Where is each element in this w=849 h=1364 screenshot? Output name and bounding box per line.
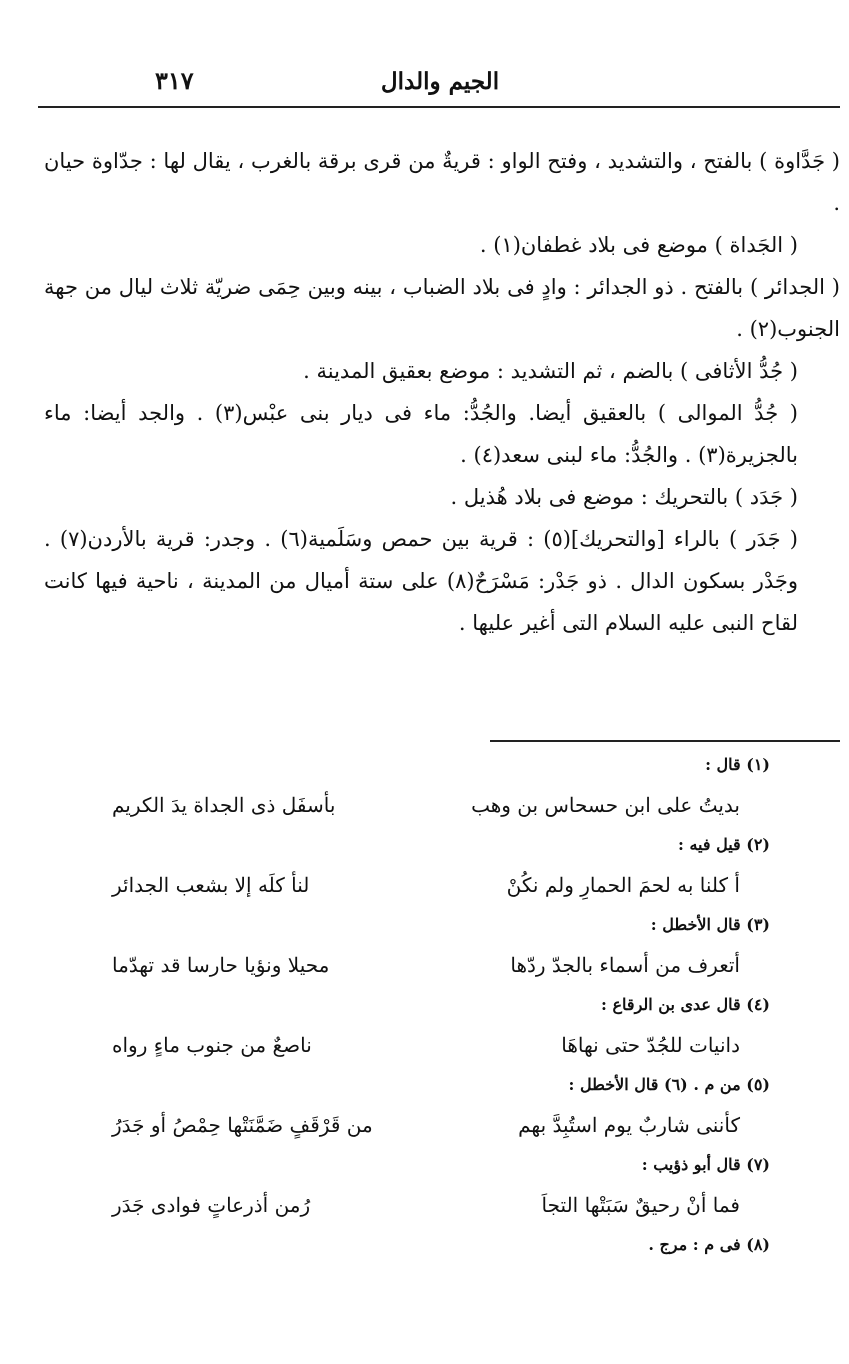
footnote-label: (٤) قال عدى بن الرقاع : [601,995,770,1014]
verse-first-hemistich: أ كلنا به لحمَ الحمارِ ولم نكُنْ [506,873,740,897]
footnote-label: (٥) من م . (٦) قال الأخطل : [568,1075,770,1094]
entry-al-jadat: ( الجَداة ) موضع فى بلاد غطفان(١) . [479,233,798,257]
footnote-verse [60,1018,770,1072]
footnote-rule [490,740,840,742]
footnote-label: (٢) قيل فيه : [677,835,770,854]
footnote-verse [60,778,770,832]
footnote-label: (٨) فى م : مرج . [648,1235,770,1254]
footnote-verse [60,938,770,992]
main-text [44,140,840,644]
footnote-label: (٧) قال أبو ذؤيب : [641,1155,770,1174]
footnote-verse [60,1178,770,1232]
footnote-verse [60,1098,770,1152]
header-rule [38,106,840,108]
page-number: ٣١٧ [155,66,194,95]
entry-al-jadair: ( الجدائر ) بالفتح . ذو الجدائر : وادٍ فى بلاد الضباب ، بينه وبين حِمَى ضريّة ثلاث ليال من جهة الجنوب(٢) . [44,275,840,341]
footnote-label: (١) قال : [705,755,770,774]
verse-first-hemistich: بديتُ على ابن حسحاس بن وهب [471,793,740,817]
running-title: الجيم والدال [380,68,500,95]
verse-second-hemistich: محيلا ونؤيا حارسا قد تهدّما [112,953,330,977]
verse-second-hemistich: من قَرْقَفٍ ضَمَّنَتْها حِمْصُ أو جَدَرُ [112,1113,373,1137]
verse-second-hemistich: بأسفَل ذى الجداة يدَ الكريم [112,793,336,817]
entry-jaddawa: ( جَدَّاوة ) بالفتح ، والتشديد ، وفتح الواو : قريةٌ من قرى برقة بالغرب ، يقال لها : جدّاوة حيان . [44,149,840,215]
verse-first-hemistich: كأننى شاربٌ يوم استُبِدَّ بهم [518,1113,740,1137]
verse-second-hemistich: لنأ كلَه إلا بشعب الجدائر [112,873,310,897]
footnote-label: (٣) قال الأخطل : [650,915,770,934]
verse-first-hemistich: دانيات للجُدّ حتى نهاهَا [561,1033,740,1057]
verse-first-hemistich: أتعرف من أسماء بالجدّ ردّها [510,953,740,977]
footnote-verse [60,858,770,912]
verse-second-hemistich: رُمن أذرعاتٍ فوادى جَدَر [112,1193,311,1217]
entry-jadar: ( جَدَر ) بالراء [والتحريك](٥) : قرية بين حمص وسَلَمية(٦) . وجدر: قرية بالأردن(٧) . وجَدْر بسكون الدال . ذو جَدْر: مَسْرَحٌ(٨) على ستة أميال من المدينة ، ناحية فيها كانت لقاح النبى عليه السلام التى أغير عليها . [44,527,798,635]
verse-second-hemistich: ناصعٌ من جنوب ماءٍ رواه [112,1033,312,1057]
entry-jadad: ( جَدَد ) بالتحريك : موضع فى بلاد هُذيل . [450,485,798,509]
footnotes [60,752,770,1258]
entry-judd-al-athafi: ( جُدُّ الأثافى ) بالضم ، ثم التشديد : موضع بعقيق المدينة . [303,359,798,383]
page-header [40,60,840,106]
verse-first-hemistich: فما أنْ رحيقٌ سَبَتْها التجاَ [541,1193,740,1217]
entry-judd-al-mawali: ( جُدُّ الموالى ) بالعقيق أيضا. والجُدُّ: ماء فى ديار بنى عبْس(٣) . والجد أيضا: ماء بالجزيرة(٣) . والجُدُّ: ماء لبنى سعد(٤) . [44,401,798,467]
